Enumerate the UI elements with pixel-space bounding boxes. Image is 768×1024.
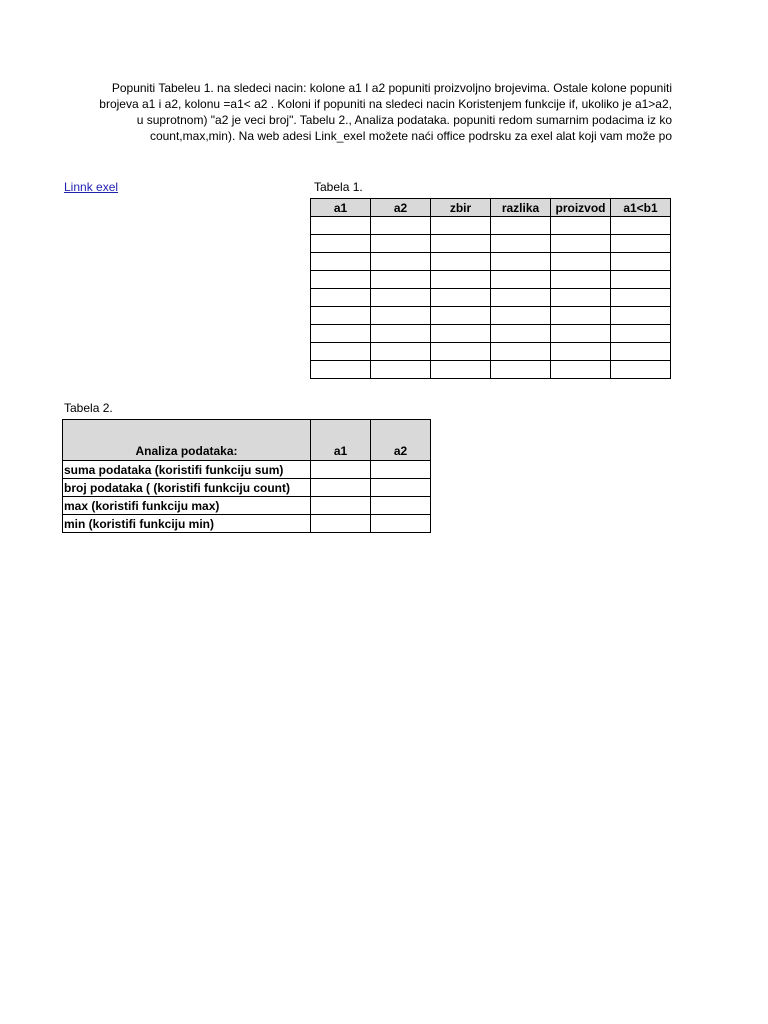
- table-cell[interactable]: [371, 253, 431, 271]
- excel-link[interactable]: Linnk exel: [64, 180, 119, 194]
- table-cell[interactable]: [491, 253, 551, 271]
- table-cell[interactable]: [491, 289, 551, 307]
- table-cell[interactable]: [611, 253, 671, 271]
- table-row: [311, 325, 671, 343]
- table-cell[interactable]: [371, 289, 431, 307]
- table-row: [63, 461, 431, 479]
- table-cell[interactable]: [551, 235, 611, 253]
- cell-a1[interactable]: [311, 479, 371, 497]
- cell-a1[interactable]: [311, 461, 371, 479]
- table-row: [63, 515, 431, 533]
- instructions-text: [60, 80, 672, 144]
- table-cell[interactable]: [551, 271, 611, 289]
- header-analiza: Analiza podataka:: [63, 420, 311, 461]
- table-cell[interactable]: [611, 343, 671, 361]
- table-cell[interactable]: [491, 325, 551, 343]
- instructions-line: brojeva a1 i a2, kolonu =a1< a2 . Koloni if popuniti na sledeci nacin Koristenjem funkcije if, ukoliko je a1>a2,: [99, 97, 672, 111]
- table-row: [311, 289, 671, 307]
- table-row: [311, 361, 671, 379]
- table-cell[interactable]: [611, 271, 671, 289]
- table-cell[interactable]: [551, 361, 611, 379]
- row-label-count: broj podataka ( (koristifi funkciju count): [63, 479, 311, 497]
- table-cell[interactable]: [371, 217, 431, 235]
- table-cell[interactable]: [311, 343, 371, 361]
- header-a1-lt-b1: a1<b1: [611, 199, 671, 217]
- header-zbir: zbir: [431, 199, 491, 217]
- table-cell[interactable]: [431, 325, 491, 343]
- table-row: [63, 497, 431, 515]
- table-cell[interactable]: [311, 217, 371, 235]
- table-cell[interactable]: [551, 289, 611, 307]
- header-a2: a2: [371, 420, 431, 461]
- table2-caption: Tabela 2.: [64, 401, 113, 415]
- table-cell[interactable]: [311, 307, 371, 325]
- table-cell[interactable]: [371, 325, 431, 343]
- table-cell[interactable]: [491, 343, 551, 361]
- table-cell[interactable]: [311, 289, 371, 307]
- table-cell[interactable]: [431, 307, 491, 325]
- table-cell[interactable]: [311, 253, 371, 271]
- table-row: [311, 343, 671, 361]
- table2-header-row: [63, 420, 431, 461]
- table-cell[interactable]: [371, 343, 431, 361]
- table2: [62, 419, 431, 533]
- header-razlika: razlika: [491, 199, 551, 217]
- header-proizvod: proizvod: [551, 199, 611, 217]
- table-cell[interactable]: [611, 217, 671, 235]
- cell-a2[interactable]: [371, 497, 431, 515]
- cell-a1[interactable]: [311, 515, 371, 533]
- table-cell[interactable]: [431, 289, 491, 307]
- table-row: [63, 479, 431, 497]
- table-cell[interactable]: [431, 235, 491, 253]
- table-cell[interactable]: [431, 271, 491, 289]
- table-row: [311, 271, 671, 289]
- table-cell[interactable]: [491, 307, 551, 325]
- table-cell[interactable]: [491, 235, 551, 253]
- table-cell[interactable]: [371, 307, 431, 325]
- table-cell[interactable]: [431, 253, 491, 271]
- table-cell[interactable]: [611, 307, 671, 325]
- header-a1: a1: [311, 420, 371, 461]
- table-row: [311, 235, 671, 253]
- table-cell[interactable]: [491, 271, 551, 289]
- table-cell[interactable]: [431, 217, 491, 235]
- cell-a2[interactable]: [371, 479, 431, 497]
- cell-a2[interactable]: [371, 461, 431, 479]
- table-cell[interactable]: [371, 361, 431, 379]
- table-cell[interactable]: [491, 217, 551, 235]
- table-row: [311, 307, 671, 325]
- header-a1: a1: [311, 199, 371, 217]
- table-cell[interactable]: [551, 307, 611, 325]
- table-cell[interactable]: [491, 361, 551, 379]
- table-cell[interactable]: [431, 361, 491, 379]
- row-label-max: max (koristifi funkciju max): [63, 497, 311, 515]
- table-cell[interactable]: [311, 271, 371, 289]
- cell-a2[interactable]: [371, 515, 431, 533]
- table-cell[interactable]: [611, 289, 671, 307]
- table1-body: [311, 217, 671, 379]
- table-cell[interactable]: [311, 325, 371, 343]
- table-cell[interactable]: [551, 217, 611, 235]
- instructions-line: count,max,min). Na web adesi Link_exel možete naći office podrsku za exel alat koji vam može po: [149, 129, 672, 143]
- table-row: [311, 253, 671, 271]
- row-label-min: min (koristifi funkciju min): [63, 515, 311, 533]
- instructions-line: Popuniti Tabeleu 1. na sledeci nacin: kolone a1 I a2 popuniti proizvoljno brojevima. Ostale kolone popuniti: [111, 81, 672, 95]
- table-cell[interactable]: [611, 361, 671, 379]
- table-cell[interactable]: [311, 235, 371, 253]
- table-cell[interactable]: [551, 343, 611, 361]
- table1-header-row: [311, 199, 671, 217]
- table-cell[interactable]: [371, 271, 431, 289]
- table1: [310, 198, 671, 379]
- table-cell[interactable]: [551, 325, 611, 343]
- table-row: [311, 217, 671, 235]
- row-label-sum: suma podataka (koristifi funkciju sum): [63, 461, 311, 479]
- table-cell[interactable]: [371, 235, 431, 253]
- table1-caption: Tabela 1.: [314, 180, 363, 194]
- table-cell[interactable]: [311, 361, 371, 379]
- table-cell[interactable]: [611, 325, 671, 343]
- header-a2: a2: [371, 199, 431, 217]
- table-cell[interactable]: [551, 253, 611, 271]
- cell-a1[interactable]: [311, 497, 371, 515]
- instructions-line: u suprotnom) "a2 je veci broj". Tabelu 2., Analiza podataka. popuniti redom sumarnim podacima iz ko: [136, 113, 672, 127]
- table-cell[interactable]: [611, 235, 671, 253]
- table-cell[interactable]: [431, 343, 491, 361]
